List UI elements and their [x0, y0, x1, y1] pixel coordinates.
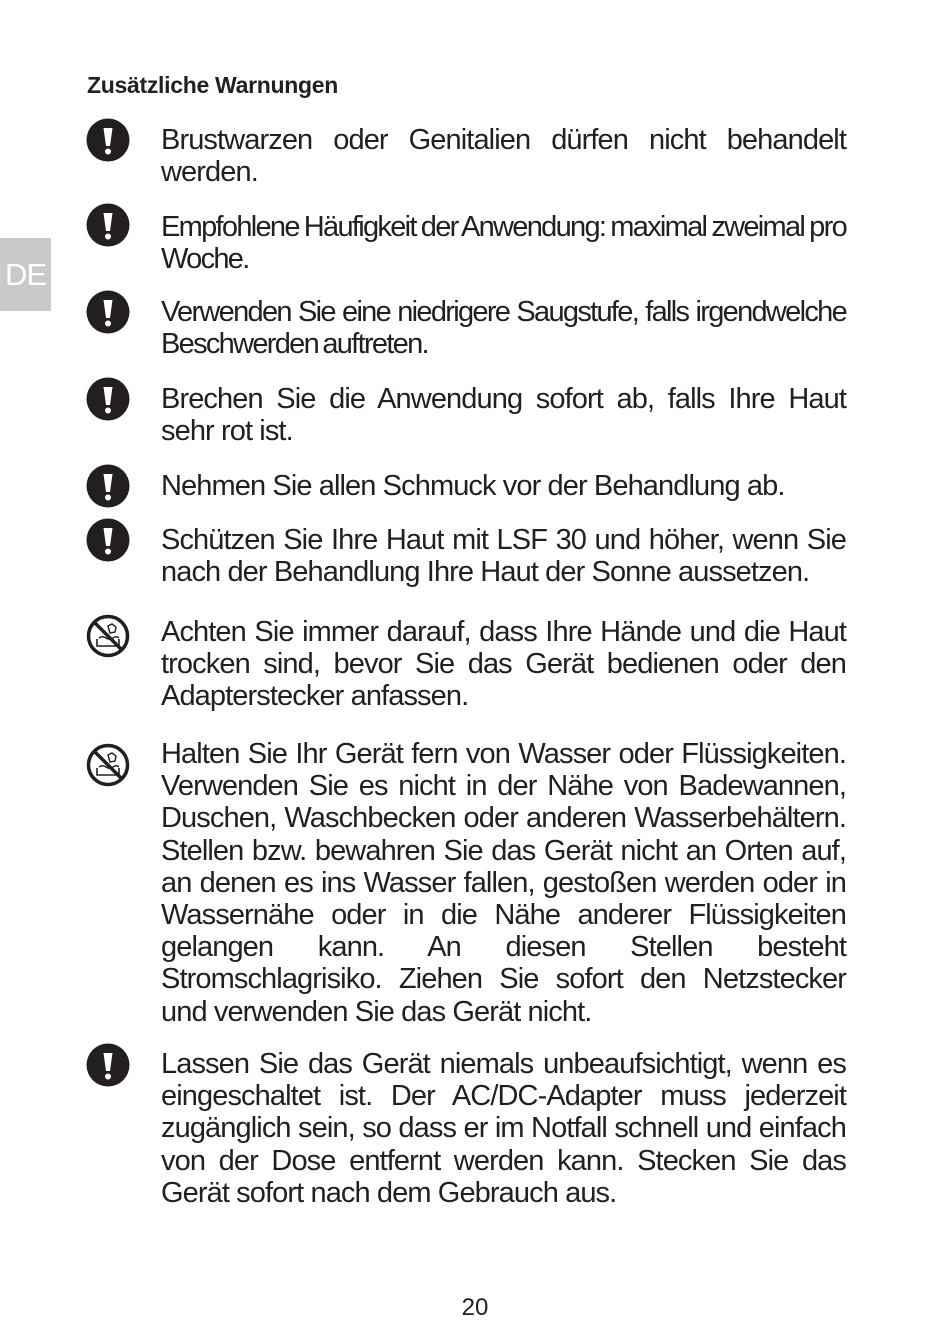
warning-text: Schützen Sie Ihre Haut mit LSF 30 und höher, wenn Sie nach der Behandlung Ihre Haut der Sonne aussetzen.: [161, 524, 846, 589]
exclamation-icon: [86, 290, 130, 334]
exclamation-icon: [86, 464, 130, 508]
warning-text: Halten Sie Ihr Gerät fern von Wasser oder Flüssigkeiten. Verwenden Sie es nicht in der Nähe von Badewannen, Duschen, Waschbecken oder anderen Wasserbehältern. Stellen bzw. bewahren Sie das Gerät nicht an Orten auf, an denen es ins Wasser fallen, gestoßen werden oder in Wassernähe oder in die Nähe anderer Flüssigkeiten gelangen kann. An diesen Stellen besteht Stromschlagrisiko. Ziehen Sie sofort den Netzstecker und verwenden Sie das Gerät nicht.: [161, 738, 846, 1028]
exclamation-icon: [86, 518, 130, 562]
warning-text: Nehmen Sie allen Schmuck vor der Behandlung ab.: [161, 470, 785, 502]
exclamation-icon: [86, 1043, 130, 1087]
warning-text: Empfohlene Häufigkeit der Anwendung: maximal zweimal pro Woche.: [161, 211, 846, 276]
no-water-icon: [86, 614, 130, 658]
warning-text: Brechen Sie die Anwendung sofort ab, falls Ihre Haut sehr rot ist.: [161, 383, 846, 448]
page-number: 20: [461, 1294, 489, 1321]
language-tab: DE: [0, 238, 51, 311]
exclamation-icon: [86, 203, 130, 247]
section-title: Zusätzliche Warnungen: [87, 72, 338, 98]
no-water-icon: [86, 743, 130, 787]
warning-text: Verwenden Sie eine niedrigere Saugstufe, falls irgendwelche Beschwerden auftreten.: [161, 296, 846, 361]
warning-text: Brustwarzen oder Genitalien dürfen nicht behandelt werden.: [161, 124, 846, 189]
warning-text: Lassen Sie das Gerät niemals unbeaufsichtigt, wenn es eingeschaltet ist. Der AC/DC-Adapter muss jederzeit zugänglich sein, so dass er im Notfall schnell und einfach von der Dose entfernt werden kann. Stecken Sie das Gerät sofort nach dem Gebrauch aus.: [161, 1048, 846, 1209]
exclamation-icon: [86, 118, 130, 162]
warning-text: Achten Sie immer darauf, dass Ihre Hände und die Haut trocken sind, bevor Sie das Gerät bedienen oder den Adapterstecker anfassen.: [161, 616, 846, 713]
exclamation-icon: [86, 377, 130, 421]
